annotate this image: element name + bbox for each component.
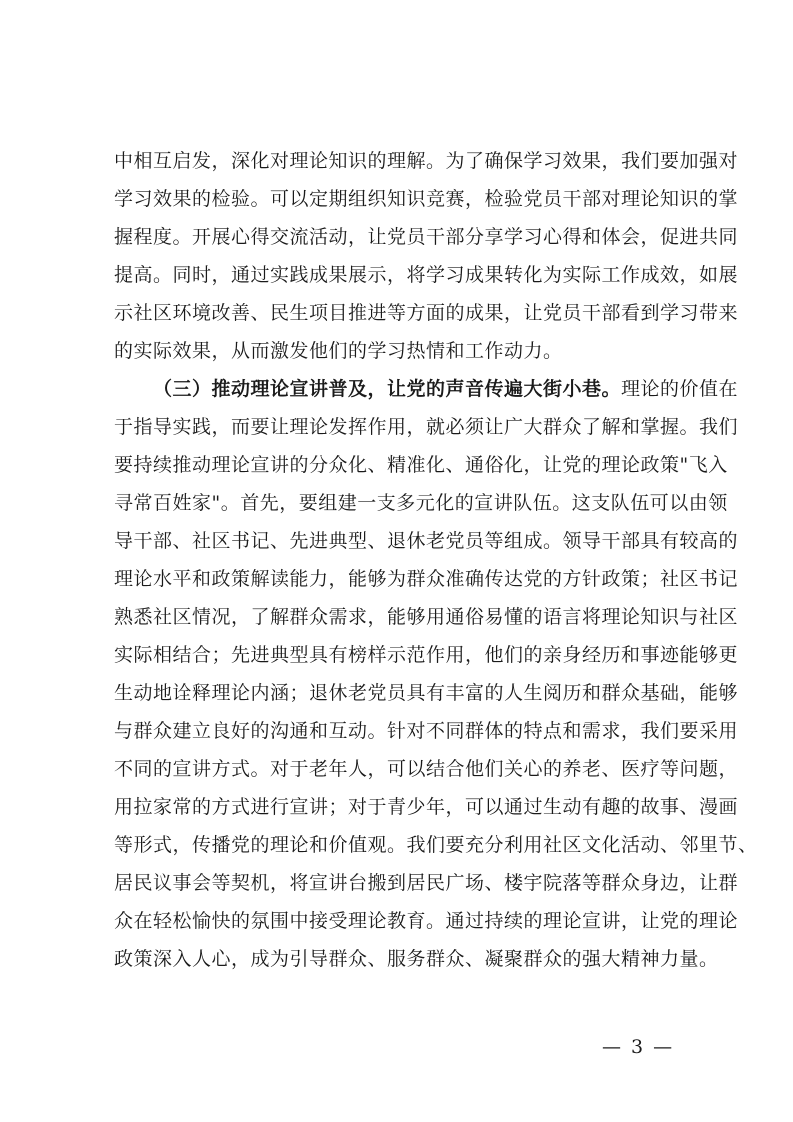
section-heading-continuation: 理论的价值在 — [621, 378, 739, 400]
paragraph-line: 政策深入人心，成为引导群众、服务群众、凝聚群众的强大精神力量。 — [114, 948, 719, 970]
paragraph-line: 等形式，传播党的理论和价值观。我们要充分利用社区文化活动、邻里节、 — [114, 834, 758, 856]
paragraph-line: 不同的宣讲方式。对于老年人，可以结合他们关心的养老、医疗等问题， — [114, 758, 739, 780]
paragraph-line: 的实际效果，从而激发他们的学习热情和工作动力。 — [114, 340, 563, 362]
paragraph-line: 熟悉社区情况，了解群众需求，能够用通俗易懂的语言将理论知识与社区 — [114, 606, 739, 628]
paragraph-line: 示社区环境改善、民生项目推进等方面的成果，让党员干部看到学习带来 — [114, 302, 739, 324]
paragraph-line: 理论水平和政策解读能力，能够为群众准确传达党的方针政策；社区书记 — [114, 568, 739, 590]
section-heading-line — [153, 378, 738, 400]
paragraph-line: 生动地诠释理论内涵；退休老党员具有丰富的人生阅历和群众基础，能够 — [114, 682, 739, 704]
paragraph-line: 用拉家常的方式进行宣讲；对于青少年，可以通过生动有趣的故事、漫画 — [114, 796, 739, 818]
paragraph-line: 学习效果的检验。可以定期组织知识竞赛，检验党员干部对理论知识的掌 — [114, 188, 739, 210]
paragraph-line: 居民议事会等契机，将宣讲台搬到居民广场、楼宇院落等群众身边，让群 — [114, 872, 739, 894]
paragraph-line: 寻常百姓家"。首先，要组建一支多元化的宣讲队伍。这支队伍可以由领 — [114, 492, 728, 514]
paragraph-line: 与群众建立良好的沟通和互动。针对不同群体的特点和需求，我们要采用 — [114, 720, 739, 742]
paragraph-line: 握程度。开展心得交流活动，让党员干部分享学习心得和体会，促进共同 — [114, 226, 739, 248]
page-number: — 3 — — [602, 1036, 675, 1058]
paragraph-line: 于指导实践，而要让理论发挥作用，就必须让广大群众了解和掌握。我们 — [114, 416, 739, 438]
paragraph-line: 要持续推动理论宣讲的分众化、精准化、通俗化，让党的理论政策"飞入 — [114, 454, 728, 476]
paragraph-line: 提高。同时，通过实践成果展示，将学习成果转化为实际工作成效，如展 — [114, 264, 739, 286]
paragraph-line: 导干部、社区书记、先进典型、退休老党员等组成。领导干部具有较高的 — [114, 530, 739, 552]
section-heading: （三）推动理论宣讲普及，让党的声音传遍大街小巷。 — [153, 378, 622, 400]
paragraph-line: 中相互启发，深化对理论知识的理解。为了确保学习效果，我们要加强对 — [114, 150, 739, 172]
paragraph-line: 众在轻松愉快的氛围中接受理论教育。通过持续的理论宣讲，让党的理论 — [114, 910, 739, 932]
paragraph-line: 实际相结合；先进典型具有榜样示范作用，他们的亲身经历和事迹能够更 — [114, 644, 739, 666]
